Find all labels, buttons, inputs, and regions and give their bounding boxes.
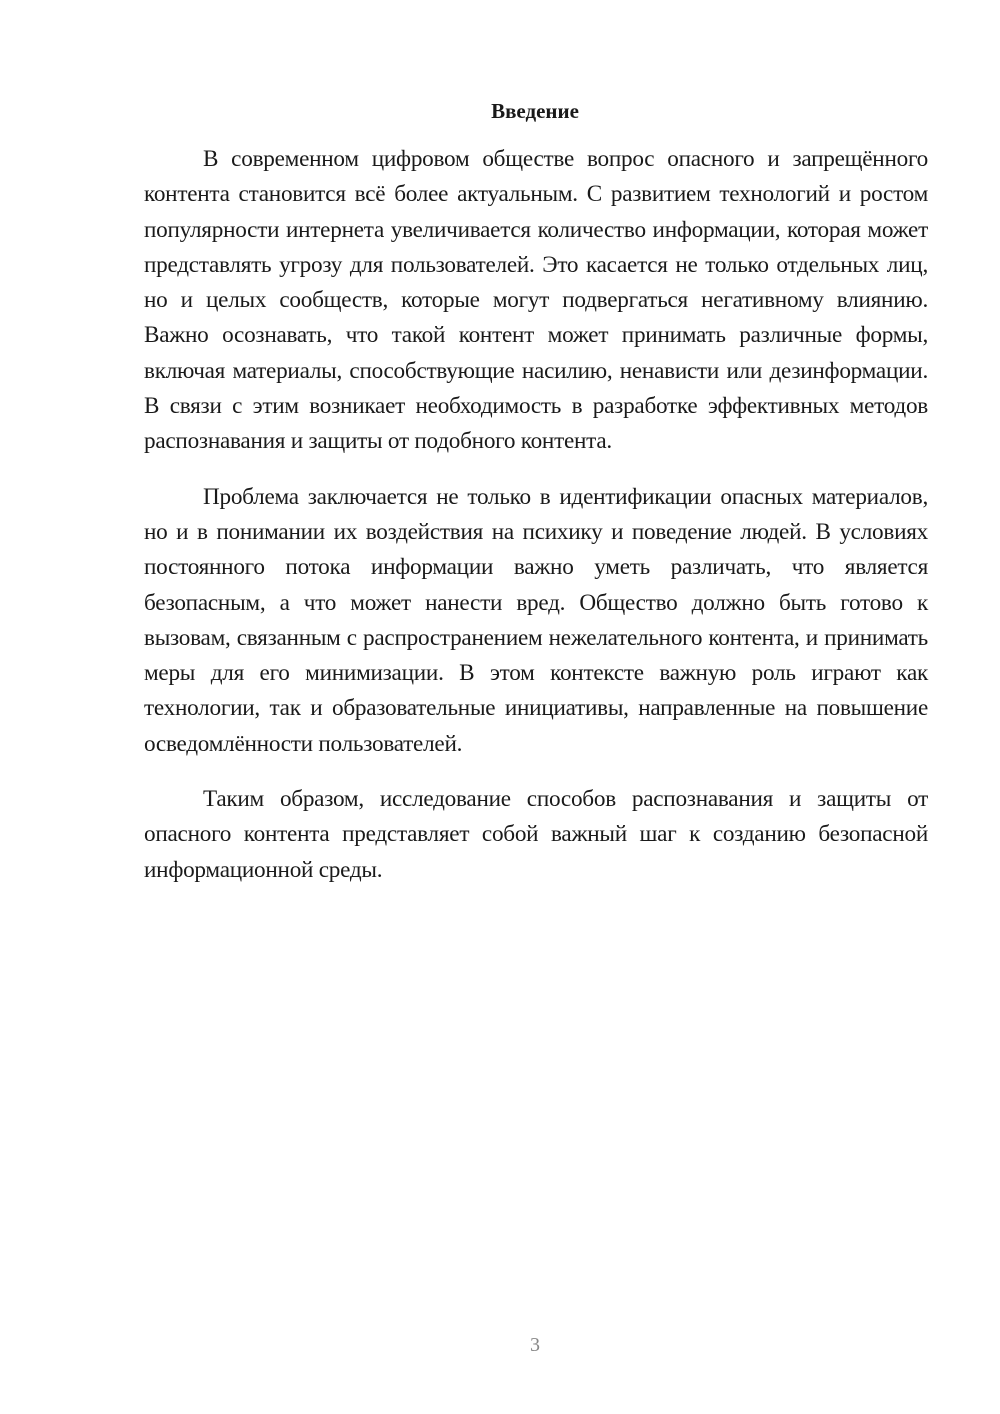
body-text (144, 142, 928, 888)
paragraph-1: В современном цифровом обществе вопрос опасного и запрещённого контента становится всё более актуальным. С развитием технологий и ростом популярности интернета увеличивается количество информации, которая может представлять угрозу для пользователей. Это касается не только отдельных лиц, но и целых сообществ, которые могут подвергаться негативному влиянию. Важно осознавать, что такой контент может принимать различные формы, включая материалы, способствующие насилию, ненависти или дезинформации. В связи с этим возникает необходимость в разработке эффективных методов распознавания и защиты от подобного контента. (144, 146, 928, 455)
section-title: Введение (491, 99, 579, 123)
paragraph-3: Таким образом, исследование способов распознавания и защиты от опасного контента представляет собой важный шаг к созданию безопасной информационной среды. (144, 786, 928, 883)
page-number: 3 (530, 1334, 540, 1356)
paragraph-2: Проблема заключается не только в идентификации опасных материалов, но и в понимании их воздействия на психику и поведение людей. В условиях постоянного потока информации важно уметь различать, что является безопасным, а что может нанести вред. Общество должно быть готово к вызовам, связанным с распространением нежелательного контента, и принимать меры для его минимизации. В этом контексте важную роль играют как технологии, так и образовательные инициативы, направленные на повышение осведомлённости пользователей. (144, 483, 928, 757)
